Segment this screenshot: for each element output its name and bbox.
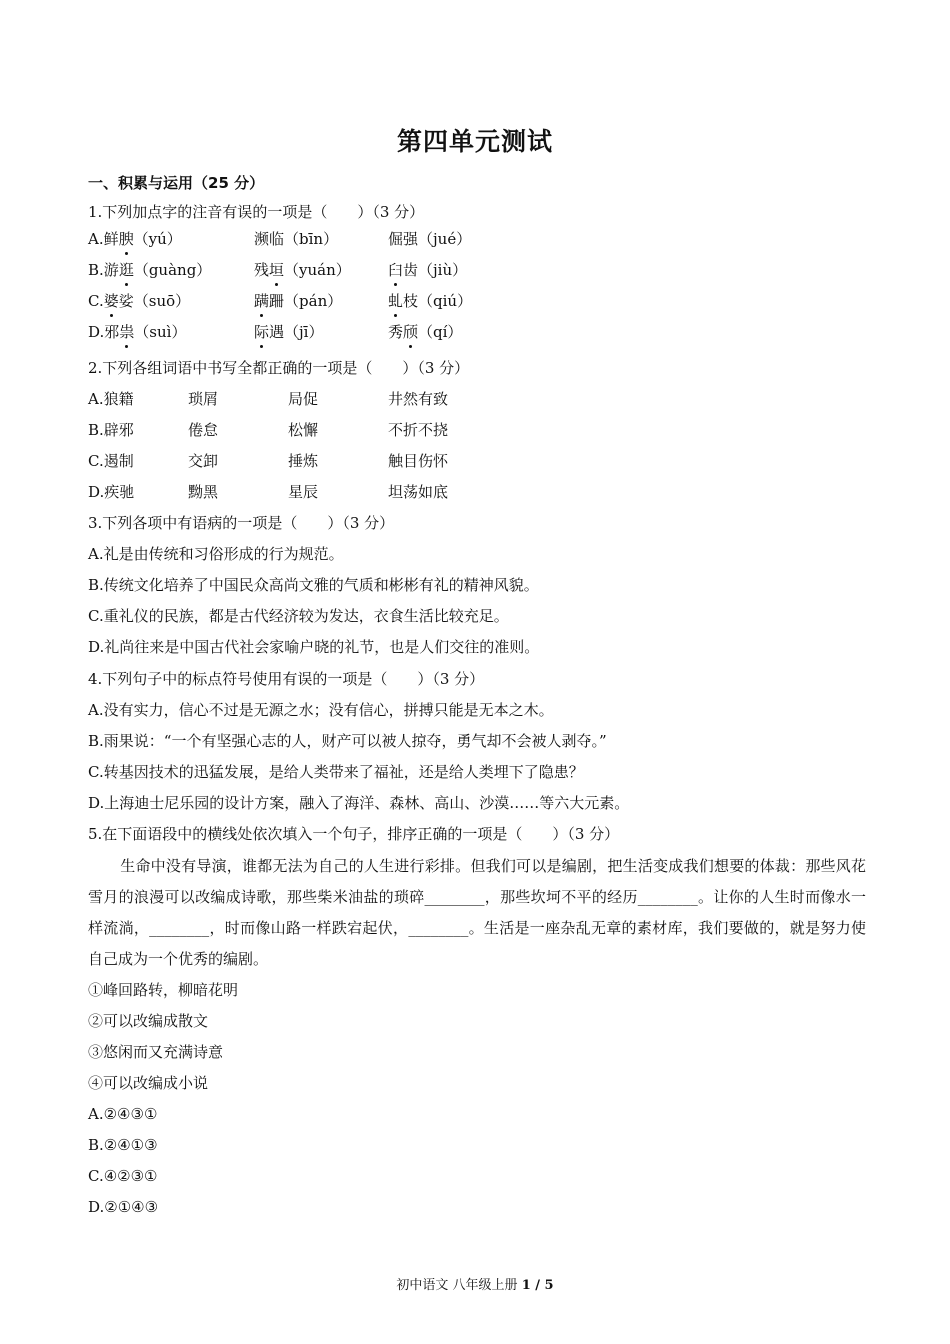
emphasis-dot-char: 婆 <box>103 292 119 310</box>
q2-word: 不折不挠 <box>388 421 449 439</box>
q1-option-a-item-2: 濒临（bīn） <box>254 230 339 248</box>
footer-text: 初中语文 八年级上册 <box>396 1278 522 1293</box>
emphasis-dot-char: 臼 <box>388 261 404 279</box>
q5-stem: 5.在下面语段中的横线处依次填入一个句子，排序正确的一项是（ ）（3 分） <box>88 825 620 843</box>
emphasis-dot-char: 蹒 <box>254 292 270 310</box>
emphasis-dot-char: 垣 <box>269 261 285 279</box>
q5-option-a: A.②④③① <box>88 1105 158 1123</box>
q1-option-a-item-1: A.鲜腴（yú） <box>88 230 182 248</box>
q1-option-c-item-1: C.婆娑（suō） <box>88 292 191 310</box>
q5-option-c: C.④②③① <box>88 1167 158 1185</box>
q2-word: A.狼籍 <box>88 390 134 408</box>
q4-option-b: B.雨果说：“一个有坚强心志的人，财产可以被人掠夺，勇气却不会被人剥夺。” <box>88 732 607 750</box>
page-number: 1 / 5 <box>521 1278 554 1293</box>
q1-option-b-item-1: B.游逛（guàng） <box>88 261 212 279</box>
emphasis-dot-char: 祟 <box>119 323 135 341</box>
q2-word: 局促 <box>288 390 319 408</box>
q4-option-a: A.没有实力，信心不过是无源之水；没有信心，拼搏只能是无本之木。 <box>88 701 554 719</box>
q2-word: 松懈 <box>288 421 319 439</box>
q3-stem: 3.下列各项中有语病的一项是（ ）（3 分） <box>88 514 395 532</box>
q2-word: D.疾驰 <box>88 483 135 501</box>
q4-option-c: C.转基因技术的迅猛发展，是给人类带来了福祉，还是给人类埋下了隐患？ <box>88 763 584 781</box>
q1-option-d-item-3: 秀颀（qí） <box>388 323 463 341</box>
q2-word: 黝黑 <box>188 483 219 501</box>
q2-word: 井然有致 <box>388 390 449 408</box>
q2-word: 坦荡如底 <box>388 483 449 501</box>
q1-option-c-item-3: 虬枝（qiú） <box>388 292 473 310</box>
emphasis-dot-char: 际 <box>254 323 270 341</box>
q2-word: 交卸 <box>188 452 219 470</box>
q3-option-b: B.传统文化培养了中国民众高尚文雅的气质和彬彬有礼的精神风貌。 <box>88 576 539 594</box>
q1-stem: 1.下列加点字的注音有误的一项是（ ）（3 分） <box>88 203 425 221</box>
q2-word: C.遏制 <box>88 452 134 470</box>
q4-option-d: D.上海迪士尼乐园的设计方案，融入了海洋、森林、高山、沙漠……等六大元素。 <box>88 794 630 812</box>
q5-item-3: ③悠闲而又充满诗意 <box>88 1043 224 1061</box>
q1-option-d-item-1: D.邪祟（suì） <box>88 323 187 341</box>
q1-option-a-item-3: 倔强（jué） <box>388 230 472 248</box>
q5-option-b: B.②④①③ <box>88 1136 158 1154</box>
q4-stem: 4.下列句子中的标点符号使用有误的一项是（ ）（3 分） <box>88 670 485 688</box>
q2-word: 琐屑 <box>188 390 219 408</box>
emphasis-dot-char: 虬 <box>388 292 404 310</box>
q1-option-b-item-2: 残垣（yuán） <box>254 261 351 279</box>
q2-word: B.辟邪 <box>88 421 134 439</box>
emphasis-dot-char: 逛 <box>118 261 134 279</box>
q5-option-d: D.②①④③ <box>88 1198 159 1216</box>
q3-option-a: A.礼是由传统和习俗形成的行为规范。 <box>88 545 344 563</box>
q3-option-d: D.礼尚往来是中国古代社会家喻户晓的礼节，也是人们交往的准则。 <box>88 638 540 656</box>
q1-option-d-item-2: 际遇（jī） <box>254 323 324 341</box>
q2-word: 触目伤怀 <box>388 452 449 470</box>
q2-stem: 2.下列各组词语中书写全都正确的一项是（ ）（3 分） <box>88 359 470 377</box>
q5-item-2: ②可以改编成散文 <box>88 1012 209 1030</box>
q2-word: 捶炼 <box>288 452 319 470</box>
page-footer <box>0 1274 950 1293</box>
emphasis-dot-char: 颀 <box>403 323 419 341</box>
q3-option-c: C.重礼仪的民族，都是古代经济较为发达，衣食生活比较充足。 <box>88 607 509 625</box>
page-title: 第四单元测试 <box>396 127 553 156</box>
q1-option-b-item-3: 臼齿（jiù） <box>388 261 468 279</box>
q1-option-c-item-2: 蹒跚（pán） <box>254 292 343 310</box>
q5-passage: 生命中没有导演，谁都无法为自己的人生进行彩排。但我们可以是编剧，把生活变成我们想要的体裁：那些风花雪月的浪漫可以改编成诗歌，那些柴米油盐的琐碎________，那些坎坷不平的经历________。让你的人生时而像水一样流淌，________，时而像山路一样跌宕起伏，________。生活是一座杂乱无章的素材库，我们要做的，就是努力使自己成为一个优秀的编剧。 <box>88 857 866 968</box>
q2-word: 星辰 <box>288 483 319 501</box>
q2-word: 倦怠 <box>188 421 219 439</box>
q5-item-1: ①峰回路转，柳暗花明 <box>88 981 239 999</box>
section-heading: 一、积累与运用（25 分） <box>88 174 265 192</box>
emphasis-dot-char: 腴 <box>118 230 134 248</box>
q5-item-4: ④可以改编成小说 <box>88 1074 209 1092</box>
